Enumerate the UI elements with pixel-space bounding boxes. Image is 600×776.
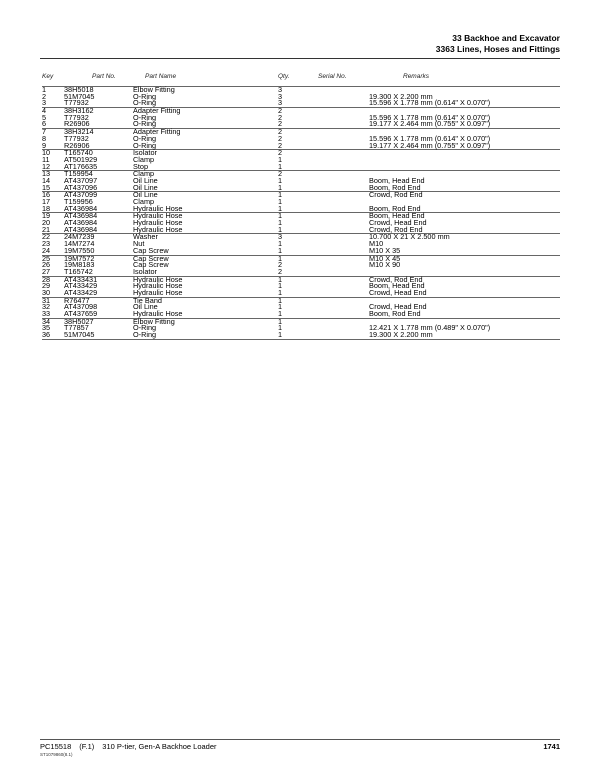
- part-no-cell: AT437096: [64, 182, 98, 192]
- col-key: Key: [42, 73, 54, 80]
- key-cell: 19: [42, 211, 51, 221]
- remarks-cell: 15.596 X 1.778 mm (0.614" X 0.070"): [369, 133, 491, 143]
- table-row: [42, 175, 560, 185]
- remarks-cell: Crowd, Head End: [369, 302, 427, 312]
- remarks-cell: M10 X 35: [369, 245, 401, 255]
- part-name-cell: Elbow Fitting: [133, 316, 175, 326]
- qty-cell: 1: [278, 182, 283, 192]
- remarks-cell: 10.700 X 21 X 2.500 mm: [369, 232, 450, 242]
- key-cell: 23: [42, 239, 51, 249]
- part-no-cell: 38H3214: [64, 127, 94, 137]
- col-serial-no: Serial No.: [318, 73, 347, 80]
- qty-cell: 1: [278, 281, 283, 291]
- key-cell: 36: [42, 330, 51, 340]
- table-row: [42, 262, 560, 269]
- key-cell: 10: [42, 148, 51, 158]
- remarks-cell: 15.596 X 1.778 mm (0.614" X 0.070"): [369, 112, 491, 122]
- row-group: [42, 212, 560, 233]
- part-no-cell: 19M7572: [64, 253, 95, 263]
- qty-cell: 1: [278, 274, 283, 284]
- row-group: [42, 149, 560, 170]
- remarks-cell: 19.300 X 2.200 mm: [369, 91, 433, 101]
- part-no-cell: R26906: [64, 119, 90, 129]
- part-name-cell: Clamp: [133, 154, 155, 164]
- header-divider: [40, 58, 560, 59]
- remarks-cell: M10 X 45: [369, 253, 401, 263]
- part-name-cell: Adapter Fitting: [133, 106, 181, 116]
- key-cell: 12: [42, 161, 51, 171]
- key-cell: 31: [42, 295, 51, 305]
- key-cell: 2: [42, 91, 47, 101]
- part-name-cell: Clamp: [133, 197, 155, 206]
- key-cell: 25: [42, 253, 51, 263]
- part-no-cell: AT436984: [64, 203, 98, 213]
- key-cell: 8: [42, 133, 47, 143]
- table-row: [42, 220, 560, 227]
- remarks-cell: M10 X 90: [369, 260, 401, 270]
- table-row: [42, 295, 560, 305]
- qty-cell: 2: [278, 133, 283, 143]
- qty-cell: 1: [278, 316, 283, 326]
- key-cell: 35: [42, 323, 51, 333]
- part-name-cell: Hydraulic Hose: [133, 281, 183, 291]
- part-no-cell: AT436984: [64, 211, 98, 221]
- part-name-cell: O-Ring: [133, 98, 157, 108]
- qty-cell: 2: [278, 148, 283, 158]
- row-group: [42, 107, 560, 128]
- col-qty: Qty.: [278, 73, 290, 80]
- part-no-cell: AT437098: [64, 302, 98, 312]
- table-row: [42, 161, 560, 171]
- qty-cell: 1: [278, 330, 283, 340]
- part-name-cell: Elbow Fitting: [133, 85, 175, 94]
- remarks-cell: 15.596 X 1.778 mm (0.614" X 0.070"): [369, 98, 491, 108]
- remarks-cell: Boom, Rod End: [369, 182, 421, 192]
- model-name: 310 P-tier, Gen-A Backhoe Loader: [102, 742, 217, 751]
- part-no-cell: R26906: [64, 140, 90, 150]
- qty-cell: 1: [278, 295, 283, 305]
- part-name-cell: O-Ring: [133, 133, 157, 143]
- remarks-cell: Crowd, Head End: [369, 287, 427, 297]
- part-name-cell: O-Ring: [133, 112, 157, 122]
- section-title: 33 Backhoe and Excavator: [452, 33, 560, 43]
- key-cell: 27: [42, 266, 51, 276]
- part-name-cell: O-Ring: [133, 91, 157, 101]
- part-no-cell: AT436984: [64, 218, 98, 228]
- table-row: [42, 140, 560, 150]
- remarks-cell: Crowd, Rod End: [369, 224, 423, 234]
- remarks-cell: Boom, Head End: [369, 211, 425, 221]
- table-row: [42, 241, 560, 248]
- footer-divider: [40, 739, 560, 740]
- table-row: [42, 274, 560, 284]
- page-number: 1741: [543, 742, 560, 751]
- key-cell: 29: [42, 281, 51, 291]
- part-name-cell: Hydraulic Hose: [133, 211, 183, 221]
- part-no-cell: R76477: [64, 295, 90, 305]
- key-cell: 22: [42, 232, 51, 242]
- qty-cell: 1: [278, 253, 283, 263]
- part-no-cell: AT433429: [64, 287, 98, 297]
- remarks-cell: Crowd, Rod End: [369, 274, 423, 284]
- part-name-cell: Oil Line: [133, 175, 158, 185]
- remarks-cell: Boom, Head End: [369, 281, 425, 291]
- part-name-cell: Hydraulic Hose: [133, 309, 183, 318]
- part-name-cell: Washer: [133, 232, 158, 242]
- table-row: [42, 325, 560, 332]
- part-name-cell: Tie Band: [133, 295, 162, 305]
- qty-cell: 3: [278, 232, 283, 242]
- part-name-cell: Cap Screw: [133, 245, 169, 255]
- subsection-title: 3363 Lines, Hoses and Fittings: [435, 44, 560, 54]
- qty-cell: 1: [278, 287, 283, 297]
- key-cell: 30: [42, 287, 51, 297]
- qty-cell: 2: [278, 106, 283, 116]
- qty-cell: 1: [278, 323, 283, 333]
- key-cell: 11: [42, 154, 50, 164]
- key-cell: 3: [42, 98, 47, 108]
- remarks-cell: 19.177 X 2.464 mm (0.755" X 0.097"): [369, 140, 491, 150]
- table-row: [42, 199, 560, 206]
- key-cell: 33: [42, 309, 51, 318]
- qty-cell: 1: [278, 203, 283, 213]
- key-cell: 15: [42, 182, 51, 192]
- table-row: [42, 332, 560, 339]
- qty-cell: 2: [278, 127, 283, 137]
- qty-cell: 2: [278, 169, 283, 179]
- part-no-cell: T77857: [64, 323, 89, 333]
- table-row: [42, 245, 560, 255]
- row-group: [42, 318, 560, 340]
- key-cell: 4: [42, 106, 47, 116]
- key-cell: 21: [42, 224, 51, 234]
- qty-cell: 3: [278, 85, 283, 94]
- key-cell: 1: [42, 85, 47, 94]
- part-no-cell: AT501929: [64, 154, 98, 164]
- part-no-cell: T77932: [64, 98, 89, 108]
- key-cell: 17: [42, 197, 51, 206]
- table-row: [42, 154, 560, 164]
- part-name-cell: Oil Line: [133, 302, 158, 312]
- qty-cell: 1: [278, 211, 283, 221]
- table-row: [42, 121, 560, 128]
- part-name-cell: Adapter Fitting: [133, 127, 181, 137]
- remarks-cell: Boom, Rod End: [369, 309, 421, 318]
- key-cell: 5: [42, 112, 47, 122]
- remarks-cell: 19.300 X 2.200 mm: [369, 330, 433, 340]
- remarks-cell: Crowd, Rod End: [369, 190, 423, 200]
- part-no-cell: T159954: [64, 169, 93, 179]
- table-row: [42, 224, 560, 234]
- part-no-cell: AT176635: [64, 161, 98, 171]
- row-group: [42, 276, 560, 297]
- part-name-cell: O-Ring: [133, 119, 157, 129]
- key-cell: 20: [42, 218, 51, 228]
- part-no-cell: 19M8183: [64, 260, 95, 270]
- qty-cell: 2: [278, 119, 283, 129]
- qty-cell: 1: [278, 302, 283, 312]
- key-cell: 32: [42, 302, 51, 312]
- table-row: [42, 100, 560, 107]
- key-cell: 6: [42, 119, 47, 129]
- row-group: [42, 255, 560, 276]
- table-row: [42, 311, 560, 318]
- part-no-cell: T77932: [64, 112, 89, 122]
- qty-cell: 1: [278, 218, 283, 228]
- key-cell: 13: [42, 169, 51, 179]
- part-no-cell: 38H3162: [64, 106, 94, 116]
- table-row: [42, 182, 560, 192]
- part-no-cell: 38H5027: [64, 316, 94, 326]
- part-no-cell: AT437097: [64, 175, 98, 185]
- part-no-cell: T165742: [64, 266, 93, 276]
- part-no-cell: 51M7045: [64, 330, 95, 340]
- qty-cell: 2: [278, 266, 283, 276]
- part-no-cell: 24M7239: [64, 232, 95, 242]
- table-row: [42, 203, 560, 213]
- remarks-cell: M10: [369, 239, 384, 249]
- table-row: [42, 266, 560, 276]
- qty-cell: 3: [278, 91, 283, 101]
- table-row: [42, 287, 560, 297]
- part-name-cell: Hydraulic Hose: [133, 218, 183, 228]
- part-no-cell: AT433429: [64, 281, 98, 291]
- row-group: [42, 86, 560, 107]
- col-part-name: Part Name: [145, 73, 177, 80]
- qty-cell: 3: [278, 98, 283, 108]
- part-name-cell: O-Ring: [133, 323, 157, 333]
- part-name-cell: O-Ring: [133, 330, 157, 340]
- row-group: [42, 297, 560, 318]
- part-name-cell: Oil Line: [133, 190, 158, 200]
- part-name-cell: Oil Line: [133, 182, 158, 192]
- table-row: [42, 150, 560, 157]
- qty-cell: 1: [278, 309, 283, 318]
- key-cell: 34: [42, 316, 51, 326]
- doc-number: PC15518: [40, 742, 72, 751]
- part-name-cell: Stop: [133, 161, 149, 171]
- remarks-cell: 19.177 X 2.464 mm (0.755" X 0.097"): [369, 119, 491, 129]
- row-group: [42, 233, 560, 254]
- col-remarks: Remarks: [403, 73, 430, 80]
- qty-cell: 1: [278, 197, 283, 206]
- part-no-cell: T165740: [64, 148, 93, 158]
- part-name-cell: O-Ring: [133, 140, 157, 150]
- qty-cell: 1: [278, 190, 283, 200]
- key-cell: 18: [42, 203, 51, 213]
- part-name-cell: Cap Screw: [133, 260, 169, 270]
- key-cell: 7: [42, 127, 47, 137]
- key-cell: 14: [42, 175, 51, 185]
- part-name-cell: Cap Screw: [133, 253, 169, 263]
- qty-cell: 1: [278, 239, 283, 249]
- part-name-cell: Hydraulic Hose: [133, 224, 183, 234]
- key-cell: 9: [42, 140, 47, 150]
- part-no-cell: 19M7550: [64, 245, 95, 255]
- part-no-cell: 14M7274: [64, 239, 95, 249]
- key-cell: 16: [42, 190, 51, 200]
- table-row: [42, 253, 560, 263]
- table-row: [42, 192, 560, 199]
- part-no-cell: 38H5018: [64, 85, 94, 94]
- part-no-cell: T159956: [64, 197, 93, 206]
- remarks-cell: Crowd, Head End: [369, 218, 427, 228]
- part-name-cell: Hydraulic Hose: [133, 203, 183, 213]
- part-no-cell: AT437099: [64, 190, 98, 200]
- table-row: [42, 304, 560, 311]
- row-group: [42, 170, 560, 191]
- qty-cell: 1: [278, 161, 283, 171]
- key-cell: 26: [42, 260, 51, 270]
- table-row: [42, 213, 560, 220]
- footer-info: [40, 742, 217, 751]
- row-group: [42, 128, 560, 149]
- page-header: [436, 33, 560, 55]
- key-cell: 28: [42, 274, 51, 284]
- remarks-cell: Boom, Head End: [369, 175, 425, 185]
- table-row: [42, 171, 560, 178]
- remarks-cell: 12.421 X 1.778 mm (0.489" X 0.070"): [369, 323, 491, 333]
- part-no-cell: T77932: [64, 133, 89, 143]
- qty-cell: 1: [278, 245, 283, 255]
- qty-cell: 1: [278, 154, 283, 164]
- qty-cell: 2: [278, 140, 283, 150]
- part-name-cell: Clamp: [133, 169, 155, 179]
- part-name-cell: Nut: [133, 239, 145, 249]
- table-row: [42, 234, 560, 241]
- part-name-cell: Hydraulic Hose: [133, 274, 183, 284]
- part-name-cell: Hydraulic Hose: [133, 287, 183, 297]
- part-no-cell: AT436984: [64, 224, 98, 234]
- part-no-cell: 51M7045: [64, 91, 95, 101]
- qty-cell: 1: [278, 175, 283, 185]
- footer-code: ST1079860(8.1): [40, 752, 73, 757]
- doc-revision: (F.1): [79, 742, 95, 751]
- row-group: [42, 191, 560, 212]
- part-name-cell: Isolator: [133, 266, 157, 276]
- table-row: [42, 283, 560, 290]
- part-no-cell: AT437659: [64, 309, 98, 318]
- key-cell: 24: [42, 245, 51, 255]
- table-row: [42, 87, 560, 94]
- qty-cell: 2: [278, 112, 283, 122]
- qty-cell: 1: [278, 224, 283, 234]
- part-no-cell: AT433431: [64, 274, 98, 284]
- part-name-cell: Isolator: [133, 148, 157, 158]
- col-part-no: Part No.: [92, 73, 116, 80]
- qty-cell: 2: [278, 260, 283, 270]
- remarks-cell: Boom, Rod End: [369, 203, 421, 213]
- parts-table: [42, 86, 560, 340]
